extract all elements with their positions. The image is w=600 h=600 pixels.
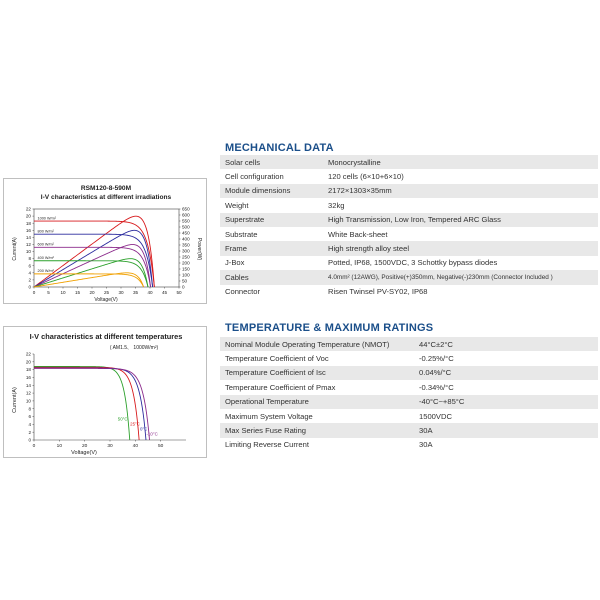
iv-irradiance-chart (3, 178, 207, 304)
temp-x-tick-label: 30 (107, 444, 113, 449)
temp-series-label: 25°C (130, 421, 140, 427)
irr-y-tick-label: 16 (25, 227, 31, 233)
temp-x-tick-label: 0 (32, 444, 36, 449)
iv-irradiance-svg (4, 179, 208, 305)
temp-y-tick-label: 6 (28, 414, 31, 420)
temperature-label: Temperature Coefficient of Isc (220, 366, 413, 380)
irr-x-tick-label: 15 (74, 290, 81, 295)
irr-y2-tick-label: 0 (182, 284, 185, 290)
irr-y2-tick-label: 600 (182, 212, 190, 218)
temperature-label: Limiting Reverse Current (220, 438, 413, 452)
temperature-value: 30A (413, 423, 598, 437)
irr-y-tick-label: 20 (25, 213, 31, 219)
irr-chart-subtitle: I-V characteristics at different irradiations (40, 194, 172, 201)
temperature-row (220, 366, 598, 380)
irr-y-tick-label: 6 (28, 263, 31, 269)
irr-y2-tick-label: 350 (182, 242, 190, 248)
mechanical-label: Frame (220, 241, 323, 255)
temp-y-tick-label: 12 (25, 390, 31, 396)
temperature-value: 0.04%/°C (413, 366, 598, 380)
mechanical-row (220, 169, 598, 183)
temp-x-tick-label: 20 (81, 444, 88, 449)
temperature-label: Maximum System Voltage (220, 409, 413, 423)
mechanical-label: Substrate (220, 227, 323, 241)
mechanical-label: Module dimensions (220, 184, 323, 198)
temp-x-tick-label: 50 (157, 444, 164, 449)
iv-temperature-chart (3, 326, 207, 458)
irr-y2-tick-label: 250 (182, 254, 190, 260)
mechanical-value: 32kg (323, 198, 598, 212)
irr-x-tick-label: 50 (176, 290, 182, 295)
temp-iv-curve (34, 368, 150, 440)
mechanical-row (220, 155, 598, 169)
temperature-row (220, 409, 598, 423)
irr-iv-curve (34, 247, 151, 287)
irr-y-tick-label: 14 (25, 234, 31, 240)
irr-y-axis-label: Current(A) (12, 237, 18, 261)
temp-series-label: 0°C (139, 426, 148, 432)
temperature-value: 1500VDC (413, 409, 598, 423)
irr-x-tick-label: 30 (118, 290, 124, 295)
irr-y-tick-label: 10 (25, 249, 31, 255)
temp-y-tick-label: 22 (25, 351, 31, 357)
temperature-label: Operational Temperature (220, 395, 413, 409)
temperature-row (220, 337, 598, 351)
irr-x-tick-label: 25 (103, 290, 110, 295)
temp-y-tick-label: 8 (28, 406, 31, 412)
temperature-row (220, 380, 598, 394)
mechanical-row (220, 198, 598, 212)
irr-y2-tick-label: 50 (182, 278, 188, 284)
temperature-row (220, 438, 598, 452)
temperature-label: Temperature Coefficient of Voc (220, 351, 413, 365)
irr-x-tick-label: 0 (32, 290, 36, 295)
irr-y2-axis-label: Power(W) (196, 237, 202, 261)
irr-series-label: 800 W/m² (37, 229, 54, 234)
mechanical-row (220, 256, 598, 270)
irr-y2-tick-label: 450 (182, 230, 190, 236)
irr-y2-tick-label: 150 (182, 266, 190, 272)
irr-y-tick-label: 0 (28, 284, 31, 290)
temp-iv-curve (34, 367, 130, 440)
mechanical-row (220, 213, 598, 227)
mechanical-value: Potted, IP68, 1500VDC, 3 Schottky bypass diodes (323, 256, 598, 270)
irr-x-tick-label: 20 (89, 290, 95, 295)
temp-y-axis-label: Current(A) (12, 387, 18, 413)
mechanical-value: 120 cells (6×10+6×10) (323, 169, 598, 183)
irr-y-tick-label: 2 (28, 277, 31, 283)
irr-x-tick-label: 5 (47, 290, 50, 295)
mechanical-label: Weight (220, 198, 323, 212)
temp-iv-curve (34, 367, 139, 440)
mechanical-value: 2172×1303×35mm (323, 184, 598, 198)
mechanical-value: Risen Twinsel PV-SY02, IP68 (323, 285, 598, 299)
mechanical-row (220, 270, 598, 284)
temperature-value: 30A (413, 438, 598, 452)
irr-iv-curve (34, 274, 144, 287)
mechanical-label: Solar cells (220, 155, 323, 169)
mechanical-label: Connector (220, 285, 323, 299)
irr-y-tick-label: 8 (28, 256, 31, 262)
mechanical-label: Cell configuration (220, 169, 323, 183)
irr-y2-tick-label: 650 (182, 206, 190, 212)
temp-y-tick-label: 20 (25, 359, 31, 365)
irr-x-axis-label: Voltage(V) (94, 297, 118, 303)
irr-x-tick-label: 45 (161, 290, 168, 295)
temp-y-tick-label: 10 (25, 398, 31, 404)
irr-y-tick-label: 18 (25, 220, 31, 226)
irr-x-tick-label: 40 (147, 290, 153, 295)
mechanical-value: High strength alloy steel (323, 241, 598, 255)
temperature-value: -0.34%/°C (413, 380, 598, 394)
temp-chart-title: I-V characteristics at different temperatures (29, 332, 183, 341)
mechanical-row (220, 227, 598, 241)
mechanical-label: Superstrate (220, 213, 323, 227)
mechanical-row (220, 184, 598, 198)
irr-chart-title: RSM120-8-590M (80, 185, 132, 192)
temp-y-tick-label: 18 (25, 367, 31, 373)
irr-x-tick-label: 35 (132, 290, 139, 295)
mechanical-value: 4.0mm² (12AWG), Positive(+)350mm, Negative(-)230mm (Connector Included ) (323, 270, 598, 284)
irr-series-label: 400 W/m² (37, 255, 54, 260)
temperature-value: 44°C±2°C (413, 337, 598, 351)
irr-series-label: 600 W/m² (37, 242, 54, 247)
mechanical-label: J-Box (220, 256, 323, 270)
irr-y-tick-label: 4 (28, 270, 31, 276)
irr-y-tick-label: 12 (25, 242, 31, 248)
mechanical-label: Cables (220, 270, 323, 284)
temp-x-tick-label: 10 (56, 444, 63, 449)
temp-x-tick-label: 40 (132, 444, 139, 449)
temp-y-tick-label: 4 (28, 421, 31, 427)
temp-series-label: -10°C (146, 431, 158, 437)
irr-y2-tick-label: 500 (182, 224, 190, 230)
temperature-ratings-table (220, 337, 598, 452)
temperature-label: Nominal Module Operating Temperature (NMOT) (220, 337, 413, 351)
mechanical-value: Monocrystalline (323, 155, 598, 169)
temp-series-label: 50°C (117, 416, 128, 422)
temp-y-tick-label: 0 (28, 437, 31, 443)
temp-x-axis-label: Voltage(V) (71, 450, 97, 456)
temp-y-tick-label: 16 (25, 375, 31, 381)
temperature-row (220, 423, 598, 437)
temperature-label: Max Series Fuse Rating (220, 423, 413, 437)
mechanical-value: White Back-sheet (323, 227, 598, 241)
mechanical-row (220, 285, 598, 299)
irr-x-tick-label: 10 (60, 290, 66, 295)
irr-series-label: 1000 W/m² (37, 216, 57, 221)
irr-y2-tick-label: 200 (182, 260, 190, 266)
mechanical-data-title: MECHANICAL DATA (225, 142, 334, 154)
mechanical-data-table (220, 155, 598, 299)
irr-y2-tick-label: 400 (182, 236, 190, 242)
temp-y-tick-label: 2 (28, 429, 31, 435)
mechanical-value: High Transmission, Low Iron, Tempered ARC Glass (323, 213, 598, 227)
irr-y-tick-label: 22 (25, 206, 31, 212)
temp-chart-note: ( AM1.5、 1000W/m²) (109, 345, 159, 351)
irr-y2-tick-label: 100 (182, 272, 190, 278)
temperature-row (220, 395, 598, 409)
temperature-label: Temperature Coefficient of Pmax (220, 380, 413, 394)
mechanical-row (220, 241, 598, 255)
irr-y2-tick-label: 300 (182, 248, 190, 254)
irr-series-label: 200 W/m² (37, 269, 54, 274)
temperature-value: -0.25%/°C (413, 351, 598, 365)
temperature-row (220, 351, 598, 365)
temperature-ratings-title: TEMPERATURE & MAXIMUM RATINGS (225, 322, 434, 334)
irr-power-curve (34, 245, 151, 287)
irr-y2-tick-label: 550 (182, 218, 190, 224)
temperature-value: -40°C~+85°C (413, 395, 598, 409)
iv-temperature-svg (4, 327, 208, 459)
temp-y-tick-label: 14 (25, 382, 31, 388)
